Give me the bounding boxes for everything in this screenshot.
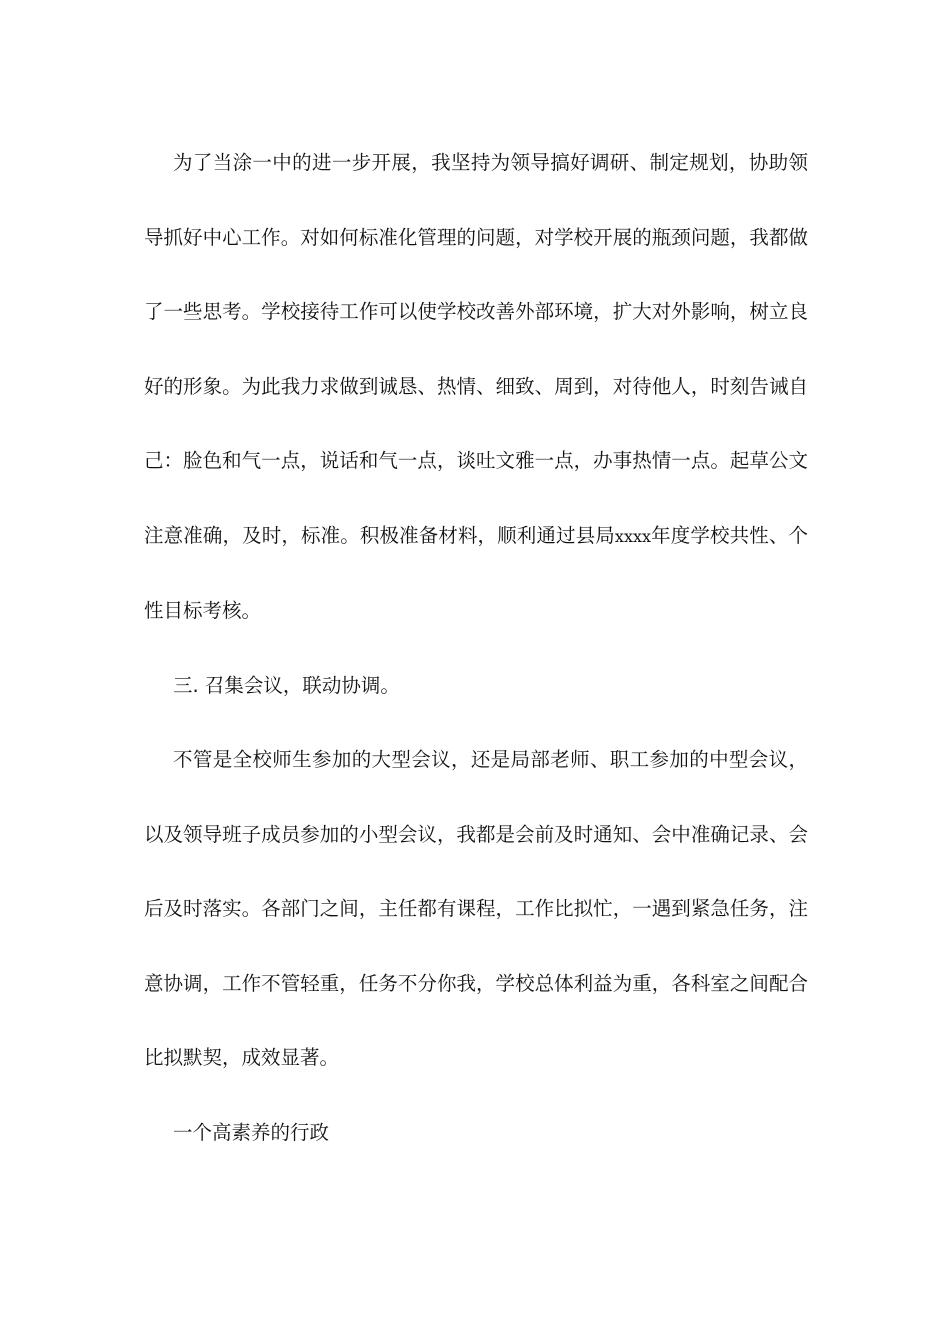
year-placeholder: xxxx <box>614 526 652 546</box>
paragraph-closing: 一个高素养的行政 <box>173 1120 330 1144</box>
paragraph-text: 为了当涂一中的进一步开展，我坚持为领导搞好调研、制定规划，协助领导抓好中心工作。对如何标准化管理的问题，对学校开展的瓶颈问题，我都做了一些思考。学校接待工作可以使学校改善外部环境，扩大对外影响，树立良好的形象。为此我力求做到诚恳、热情、细致、周到，对待他人，时刻告诫自己：脸色和气一点，说话和气一点，谈吐文雅一点，办事热情一点。起草公文注意准确，及时，标准。积极准备材料，顺利通过县局 <box>144 151 808 547</box>
section-heading: 三. 召集会议，联动协调。 <box>173 673 400 697</box>
paragraph-text-end: 年度学校共性、个性目标考核。 <box>144 523 808 622</box>
paragraph-work-planning <box>144 126 808 649</box>
paragraph-meetings: 不管是全校师生参加的大型会议，还是局部老师、职工参加的中型会议，以及领导班子成员参加的小型会议，我都是会前及时通知、会中准确记录、会后及时落实。各部门之间，主任都有课程，工作比拟忙，一遇到紧急任务，注意协调，工作不管轻重，任务不分你我，学校总体利益为重，各科室之间配合比拟默契，成效显著。 <box>144 748 808 1069</box>
document-body <box>144 126 808 1170</box>
